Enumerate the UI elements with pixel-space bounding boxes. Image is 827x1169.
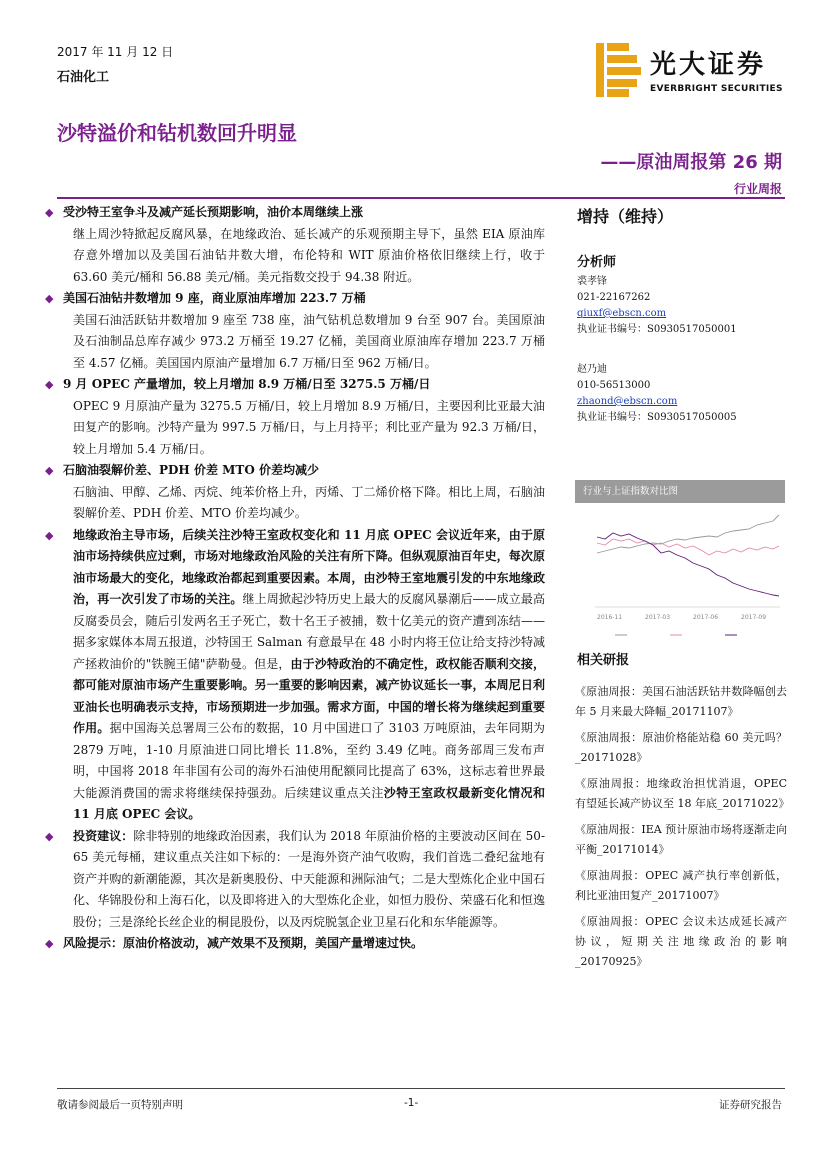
- diamond-bullet-icon: ◆: [45, 378, 54, 391]
- bullet-section: [45, 460, 545, 525]
- geo-bold-2: 由于沙特政治的不确定性，政权能否顺利交接，都可能对原油市场产生重要影响。另一重要的影响因素，减产协议延长一事，本周尼日利亚油长也明确表示支持，市场预期进一步加强。需求方面，中国的增长将为继续起到重要作用。: [73, 656, 545, 735]
- diamond-bullet-icon: ◆: [45, 206, 54, 219]
- bullet-body: 继上周沙特掀起反腐风暴，在地缘政治、延长减产的乐观预期主导下，虽然 EIA 原油库存意外增加以及美国石油钻井数大增，布伦特和 WIT 原油价格依旧继续上行，收于 63.60 美元/桶和 56.88 美元/桶。美元指数交投于 94.38 附近。: [73, 226, 545, 284]
- related-reports-heading: 相关研报: [577, 653, 630, 668]
- report-title: 沙特溢价和钻机数回升明显: [57, 121, 297, 145]
- series-oil-line: [597, 533, 779, 596]
- chart-tick-label: 2017-03: [645, 614, 671, 621]
- bullet-section-risk: [45, 933, 545, 955]
- analyst-phone: 010-56513000: [577, 380, 651, 391]
- analyst-name: 赵乃迪: [577, 364, 607, 375]
- geo-text-3: 据中国海关总署周三公布的数据，10 月中国进口了 3103 万吨原油，去年同期为 2879 万吨，1-10 月原油进口同比增长 11.8%，至约 3.49 亿吨。商务部周三发布声明，中国将 2018 年非国有公司的海外石油使用配额同比提高了 63%，这标志着世界最大能源消费国的需求将继续保持强劲。后续建议重点关注: [73, 721, 545, 800]
- report-date: 2017 年 11 月 12 日: [57, 45, 174, 59]
- related-report-item[interactable]: 《原油周报：OPEC 减产执行率创新低，利比亚油田复产_20171007》: [575, 869, 787, 902]
- analyst-email-link[interactable]: zhaond@ebscn.com: [577, 396, 678, 407]
- related-report-item[interactable]: 《原油周报：美国石油活跃钻井数降幅创去年 5 月来最大降幅_20171107》: [575, 685, 787, 718]
- chart-tick-label: 2017-09: [741, 614, 767, 621]
- bullet-section-geopolitics: [45, 525, 545, 826]
- bullet-heading: 受沙特王室争斗及减产延长预期影响，油价本周继续上涨: [63, 205, 364, 219]
- bullet-section: [45, 202, 545, 288]
- geo-paragraph: [63, 525, 545, 826]
- footer-divider: [57, 1088, 785, 1089]
- related-report-item[interactable]: 《原油周报：IEA 预计原油市场将逐渐走向平衡_20171014》: [575, 823, 787, 856]
- geo-text-1: 继上周掀起沙特历史上最大的反腐风暴潮后——成立最高反腐委员会，随后引发两名王子死亡，数十名王子被捕，数十亿美元的资产遭到冻结——据多家媒体本周五报道，沙特国王 Salman 有意最早在 48 小时内将王位让给支持沙特减产拯救油价的"铁腕王储"萨勒曼。但是，: [73, 592, 546, 671]
- bullet-section: [45, 374, 545, 460]
- report-subtitle: ——原油周报第 26 期: [600, 152, 782, 173]
- analyst-phone: 021-22167262: [577, 292, 651, 303]
- bullet-section-invest: [45, 826, 545, 934]
- analyst-cert: 执业证书编号：S0930517050005: [577, 412, 737, 423]
- bullet-section: [45, 288, 545, 374]
- chart-plot: [575, 503, 785, 643]
- index-comparison-chart: [575, 480, 785, 643]
- everbright-logo: [596, 40, 796, 100]
- chart-tick-label: 2016-11: [597, 614, 623, 621]
- logo-mark-icon: [596, 43, 642, 97]
- diamond-bullet-icon: ◆: [45, 528, 54, 542]
- analyst-heading: 分析师: [577, 255, 617, 270]
- footer-report-type: 证券研究报告: [719, 1099, 782, 1111]
- analyst-card: [577, 362, 737, 426]
- bullet-heading: 石脑油裂解价差、PDH 价差 MTO 价差均减少: [63, 463, 319, 477]
- bullet-body: 石脑油、甲醇、乙烯、丙烷、纯苯价格上升，丙烯、丁二烯价格下降。相比上周，石脑油裂解价差、PDH 价差、MTO 价差均减少。: [73, 484, 545, 520]
- industry-label: 石油化工: [57, 70, 110, 85]
- invest-heading: 投资建议：: [73, 828, 134, 843]
- chart-title: 行业与上证指数对比图: [575, 481, 785, 503]
- related-reports-list: [575, 682, 790, 978]
- analyst-card: [577, 274, 737, 338]
- geo-bold-4: 沙特王室政权最新变化情况和 11 月底 OPEC 会议。: [73, 785, 545, 821]
- logo-text-cn: 光大证券: [650, 50, 767, 80]
- invest-body: 除非特别的地缘政治因素，我们认为 2018 年原油价格的主要波动区间在 50-65 美元每桶，建议重点关注如下标的：一是海外资产油气收购，我们首选二叠纪盆地有资产并购的新潮能源，其次是新奥股份、中天能源和洲际油气；二是大型炼化企业中国石化、华锦股份和上海石化，以及即将进入的大型炼化企业，如恒力股份、荣盛石化和恒逸股份；三是涤纶长丝企业的桐昆股份，以及丙烷脱氢企业卫星石化和东华能源等。: [73, 828, 545, 929]
- page-number: -1-: [404, 1097, 419, 1109]
- risk-heading: 风险提示：原油价格波动，减产效果不及预期，美国产量增速过快。: [63, 936, 424, 950]
- diamond-bullet-icon: ◆: [45, 464, 54, 477]
- related-report-item[interactable]: 《原油周报：地缘政治担忧消退，OPEC 有望延长减产协议至 18 年底_20171022》: [575, 777, 790, 810]
- analyst-cert: 执业证书编号：S0930517050001: [577, 324, 737, 335]
- rating: 增持（维持）: [577, 207, 674, 226]
- bullet-body: 美国石油活跃钻井数增加 9 座至 738 座，油气钻机总数增加 9 台至 907 台。美国原油及石油制品总库存减少 973.2 万桶至 19.27 亿桶，美国商业原油库存增加 223.7 万桶至 4.57 亿桶。美国国内原油产量增加 6.7 万桶/日至 962 万桶/日。: [73, 312, 545, 370]
- header-divider: [57, 197, 785, 199]
- related-report-item[interactable]: 《原油周报：原油价格能站稳 60 美元吗？_20171028》: [575, 731, 787, 764]
- invest-paragraph: [63, 826, 545, 934]
- related-report-item[interactable]: 《原油周报：OPEC 会议未达成延长减产协议，短期关注地缘政治的影响_20170925》: [575, 915, 787, 968]
- logo-text-en: EVERBRIGHT SECURITIES: [650, 84, 783, 94]
- chart-tick-label: 2017-06: [693, 614, 719, 621]
- analyst-name: 裘孝锋: [577, 276, 607, 287]
- sidebar: [575, 202, 790, 1082]
- bullet-body: OPEC 9 月原油产量为 3275.5 万桶/日，较上月增加 8.9 万桶/日，主要因利比亚最大油田复产的影响。沙特产量为 997.5 万桶/日，与上月持平；利比亚产量为 92.3 万桶/日，较上月增加 5.4 万桶/日。: [73, 398, 545, 456]
- bullet-heading: 美国石油钻井数增加 9 座，商业原油库增加 223.7 万桶: [63, 291, 366, 305]
- diamond-bullet-icon: ◆: [45, 829, 54, 843]
- footer-disclaimer: 敬请参阅最后一页特别声明: [57, 1099, 183, 1111]
- main-column: [45, 202, 545, 955]
- analyst-email-link[interactable]: qiuxf@ebscn.com: [577, 308, 667, 319]
- geo-heading: 地缘政治主导市场，后续关注沙特王室政权变化和 11 月底 OPEC 会议近年来，由于原油市场持续供应过剩，市场对地缘政治风险的关注有所下降。但纵观原油百年史，每次原油市场最大的变化，地缘政治都起到重要因素。本周，由沙特王室地震引发的中东地缘政治，再一次引发了市场的关注。: [73, 527, 545, 606]
- report-type-tag: 行业周报: [733, 182, 782, 196]
- diamond-bullet-icon: ◆: [45, 937, 54, 950]
- bullet-heading: 9 月 OPEC 产量增加，较上月增加 8.9 万桶/日至 3275.5 万桶/日: [63, 377, 431, 391]
- diamond-bullet-icon: ◆: [45, 292, 54, 305]
